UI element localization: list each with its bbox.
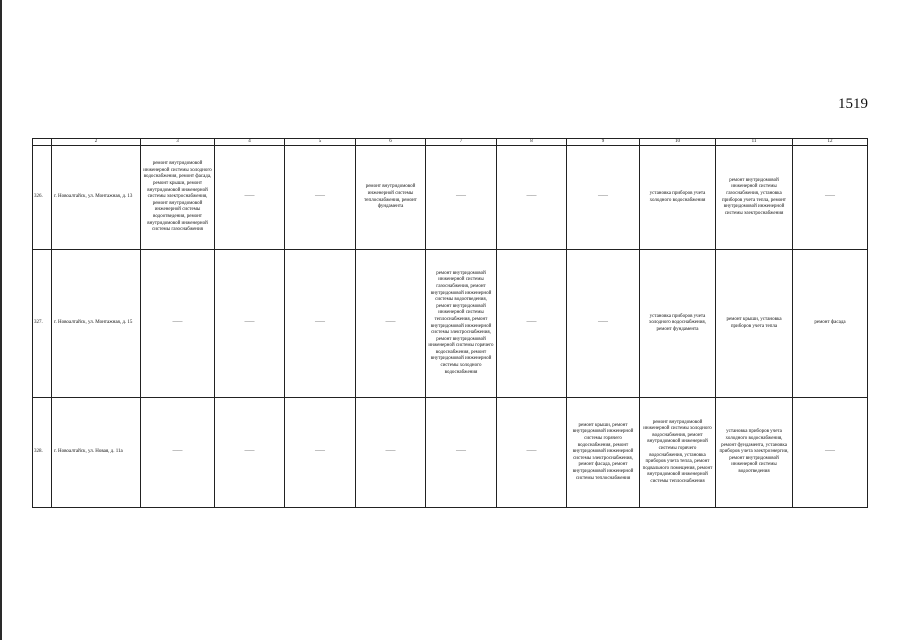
row-number: 326. xyxy=(33,146,52,250)
works-cell: —— xyxy=(567,146,640,250)
col-header: 10 xyxy=(640,139,716,146)
works-cell: —— xyxy=(567,250,640,398)
works-cell: ремонт внутридомовой инженерной системы холодного водоснабжения, ремонт внутридомовой инженерной системы горячего водоснабжения, установка приборов учета тепла, ремонт подвального помещения, ремонт внутридомовой инженерной системы теплоснабжения xyxy=(640,398,716,508)
column-number-row xyxy=(33,139,868,146)
works-cell: —— xyxy=(497,398,567,508)
col-header: 12 xyxy=(793,139,868,146)
works-cell: —— xyxy=(285,250,356,398)
works-cell: ремонт крыши, ремонт внутридомовой инженерной системы горячего водоснабжения, ремонт внутридомовой инженерной системы электроснабжения, ремонт фасада, ремонт внутридомовой инженерной системы теплоснабжения xyxy=(567,398,640,508)
table-row xyxy=(33,146,868,250)
works-cell: —— xyxy=(356,250,426,398)
address-cell: г. Новоалтайск, ул. Монтажная, д. 15 xyxy=(52,250,141,398)
col-header: 7 xyxy=(426,139,497,146)
row-number: 328. xyxy=(33,398,52,508)
address-cell: г. Новоалтайск, ул. Монтажная, д. 13 xyxy=(52,146,141,250)
works-cell: —— xyxy=(497,250,567,398)
col-header: 11 xyxy=(716,139,793,146)
works-cell: —— xyxy=(285,398,356,508)
works-cell: ремонт крыши, установка приборов учета тепла xyxy=(716,250,793,398)
works-cell: —— xyxy=(426,146,497,250)
col-header: 9 xyxy=(567,139,640,146)
col-header: 8 xyxy=(497,139,567,146)
works-cell: установка приборов учета холодного водоснабжения, ремонт фундамента xyxy=(640,250,716,398)
col-header: 6 xyxy=(356,139,426,146)
works-cell: —— xyxy=(285,146,356,250)
works-cell: —— xyxy=(141,398,215,508)
page-number: 1519 xyxy=(838,96,868,112)
works-cell: ремонт внутридомовой инженерной системы холодного водоснабжения, ремонт фасада, ремонт крыши, ремонт внутридомовой инженерной системы электроснабжения, ремонт внутридомовой инженерной системы водоотведения, ремонт внутридомовой инженерной системы газоснабжения xyxy=(141,146,215,250)
works-cell: ремонт внутридомовой инженерной системы газоснабжения, ремонт внутридомовой инженерной системы водоотведения, ремонт внутридомовой инженерной системы теплоснабжения, ремонт внутридомовой инженерной системы электроснабжения, ремонт внутридомовой инженерной системы горячего водоснабжения, ремонт внутридомовой инженерной системы холодного водоснабжения xyxy=(426,250,497,398)
scan-left-edge xyxy=(0,0,2,640)
works-cell: —— xyxy=(215,146,285,250)
works-cell: ремонт фасада xyxy=(793,250,868,398)
table-row xyxy=(33,250,868,398)
col-header: 5 xyxy=(285,139,356,146)
address-cell: г. Новоалтайск, ул. Новая, д. 11а xyxy=(52,398,141,508)
col-header: 3 xyxy=(141,139,215,146)
works-cell: —— xyxy=(793,398,868,508)
table-row xyxy=(33,398,868,508)
works-cell: установка приборов учета холодного водоснабжения xyxy=(640,146,716,250)
repair-schedule-table xyxy=(32,138,868,508)
works-cell: —— xyxy=(356,398,426,508)
col-header: 4 xyxy=(215,139,285,146)
works-cell: —— xyxy=(141,250,215,398)
works-cell: ремонт внутридомовой инженерной системы газоснабжения, установка приборов учета тепла, ремонт внутридомовой инженерной системы электроснабжения xyxy=(716,146,793,250)
works-cell: —— xyxy=(215,250,285,398)
row-number: 327. xyxy=(33,250,52,398)
works-cell: —— xyxy=(215,398,285,508)
works-cell: —— xyxy=(497,146,567,250)
works-cell: —— xyxy=(793,146,868,250)
works-cell: установка приборов учета холодного водоснабжения, ремонт фундамента, установка приборов учета электроэнергии, ремонт внутридомовой инженерной системы водоотведения xyxy=(716,398,793,508)
col-header xyxy=(33,139,52,146)
col-header: 2 xyxy=(52,139,141,146)
works-cell: —— xyxy=(426,398,497,508)
works-cell: ремонт внутридомовой инженерной системы теплоснабжения, ремонт фундамента xyxy=(356,146,426,250)
